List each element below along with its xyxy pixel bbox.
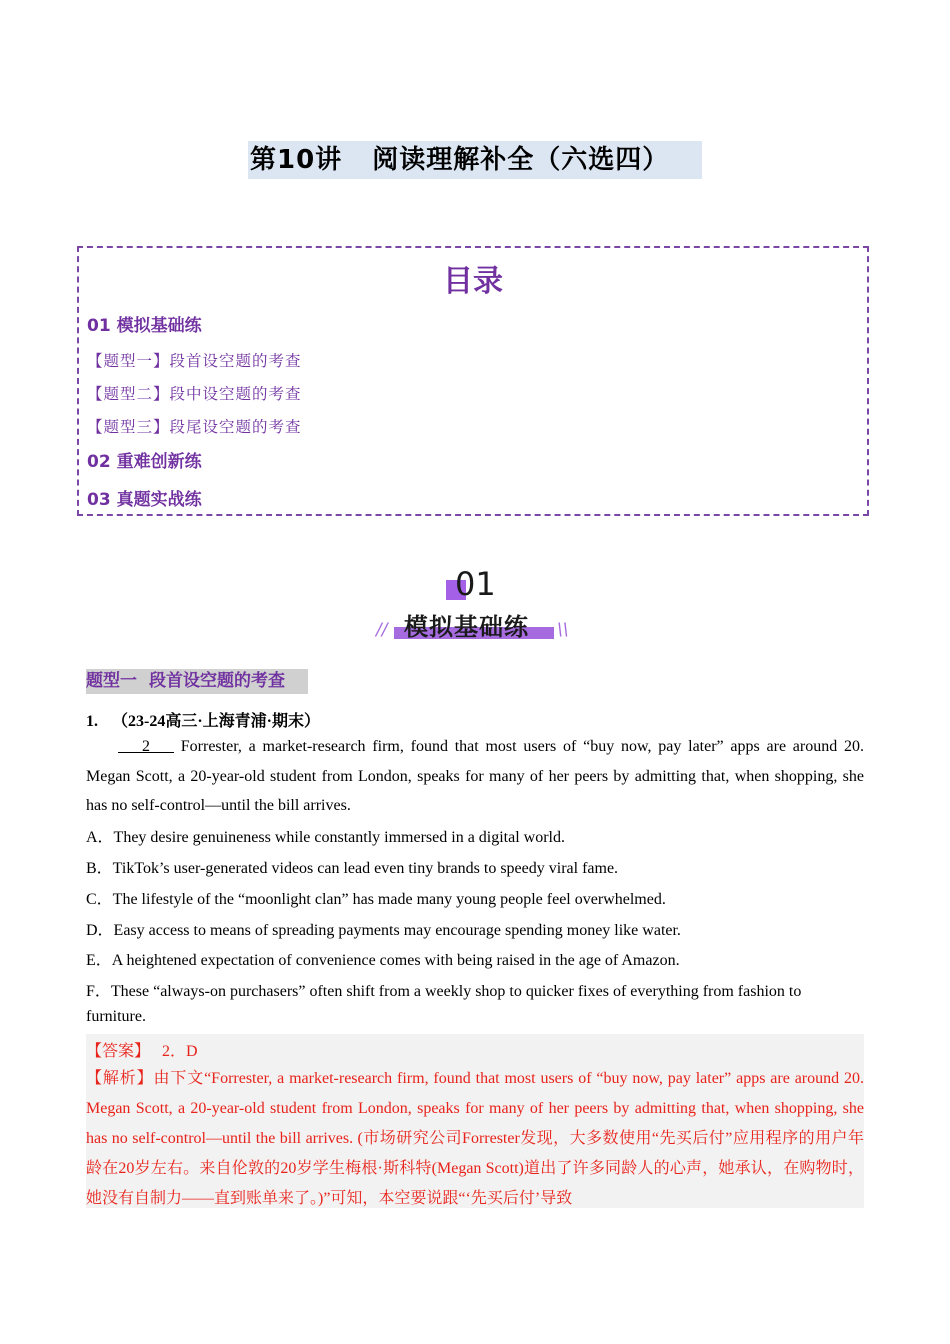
answer-blank: 2 — [142, 738, 150, 755]
toc-item-type-three[interactable]: 【题型三】段尾设空题的考查 — [87, 418, 302, 436]
analysis — [86, 1064, 864, 1208]
toc-item-real-exam[interactable]: 03 真题实战练 — [87, 490, 202, 510]
toc-item-simulation[interactable]: 01 模拟基础练 — [87, 316, 202, 336]
answer-line — [86, 1038, 198, 1061]
section-number: 01 — [455, 565, 496, 603]
passage-text: Forrester, a market-research firm, found that most users of “buy now, pay later” apps are around 20. Megan Scott, a 20-year-old student from London, speaks for many of her peers by admitting that, when shopping, she has no self-control—until the bill arrives. — [86, 738, 864, 814]
toc-item-innovation[interactable]: 02 重难创新练 — [87, 452, 202, 472]
option-f-continued: furniture. — [86, 1008, 146, 1025]
slash-right-icon: \\ — [557, 620, 569, 640]
question-passage — [86, 732, 864, 821]
option-a: A．They desire genuineness while constantly immersed in a digital world. — [86, 829, 566, 846]
option-d: D．Easy access to means of spreading payments may encourage spending money like water. — [86, 922, 681, 939]
table-of-contents — [77, 246, 869, 516]
option-c: C．The lifestyle of the “moonlight clan” has made many young people feel overwhelmed. — [86, 891, 666, 908]
page-title — [248, 141, 702, 179]
toc-heading: 目录 — [443, 264, 503, 299]
option-f: F．These “always-on purchasers” often shift from a weekly shop to quicker fixes of everything from fashion to — [86, 983, 802, 1000]
slash-left-icon: // — [376, 620, 388, 640]
lecture-topic: 阅读理解补全（六选四） — [372, 145, 670, 175]
question-header — [86, 708, 320, 731]
question-source: （23-24高三·上海青浦·期末） — [112, 713, 321, 730]
question-type-heading — [86, 669, 308, 694]
answer-label: 【答案】 — [86, 1043, 151, 1060]
analysis-text: 由下文“Forrester, a market-research firm, found that most users of “buy now, pay later” apps are around 20. Megan Scott, a 20-year-old student from London, speaks for many of her peers by admitting that, when shopping, she has no self-control—until the bill arrives. (市场研究公司Forrester发现，大多数使用“先买后付”应用程序的用户年龄在20岁左右。来自伦敦的20岁学生梅根·斯科特(Megan Scott)道出了许多同龄人的心声，她承认，在购物时，她没有自制力——直到账单来了。)”可知，本空要说跟“‘先买后付’导致 — [86, 1070, 864, 1207]
question-type-name: 段首设空题的考查 — [149, 671, 285, 691]
question-type-label: 题型一 — [86, 671, 137, 691]
answer-value: 2．D — [162, 1043, 198, 1060]
option-b: B．TikTok’s user-generated videos can lead even tiny brands to speedy viral fame. — [86, 860, 619, 877]
toc-item-type-two[interactable]: 【题型二】段中设空题的考查 — [87, 385, 302, 403]
lecture-number: 第10讲 — [250, 145, 343, 175]
option-e: E．A heightened expectation of convenience comes with being raised in the age of Amazon. — [86, 952, 680, 969]
question-number: 1. — [86, 713, 98, 730]
analysis-label: 【解析】 — [86, 1070, 154, 1087]
section-title: 模拟基础练 — [404, 613, 529, 641]
answer-box — [86, 1034, 864, 1208]
toc-item-type-one[interactable]: 【题型一】段首设空题的考查 — [87, 352, 302, 370]
